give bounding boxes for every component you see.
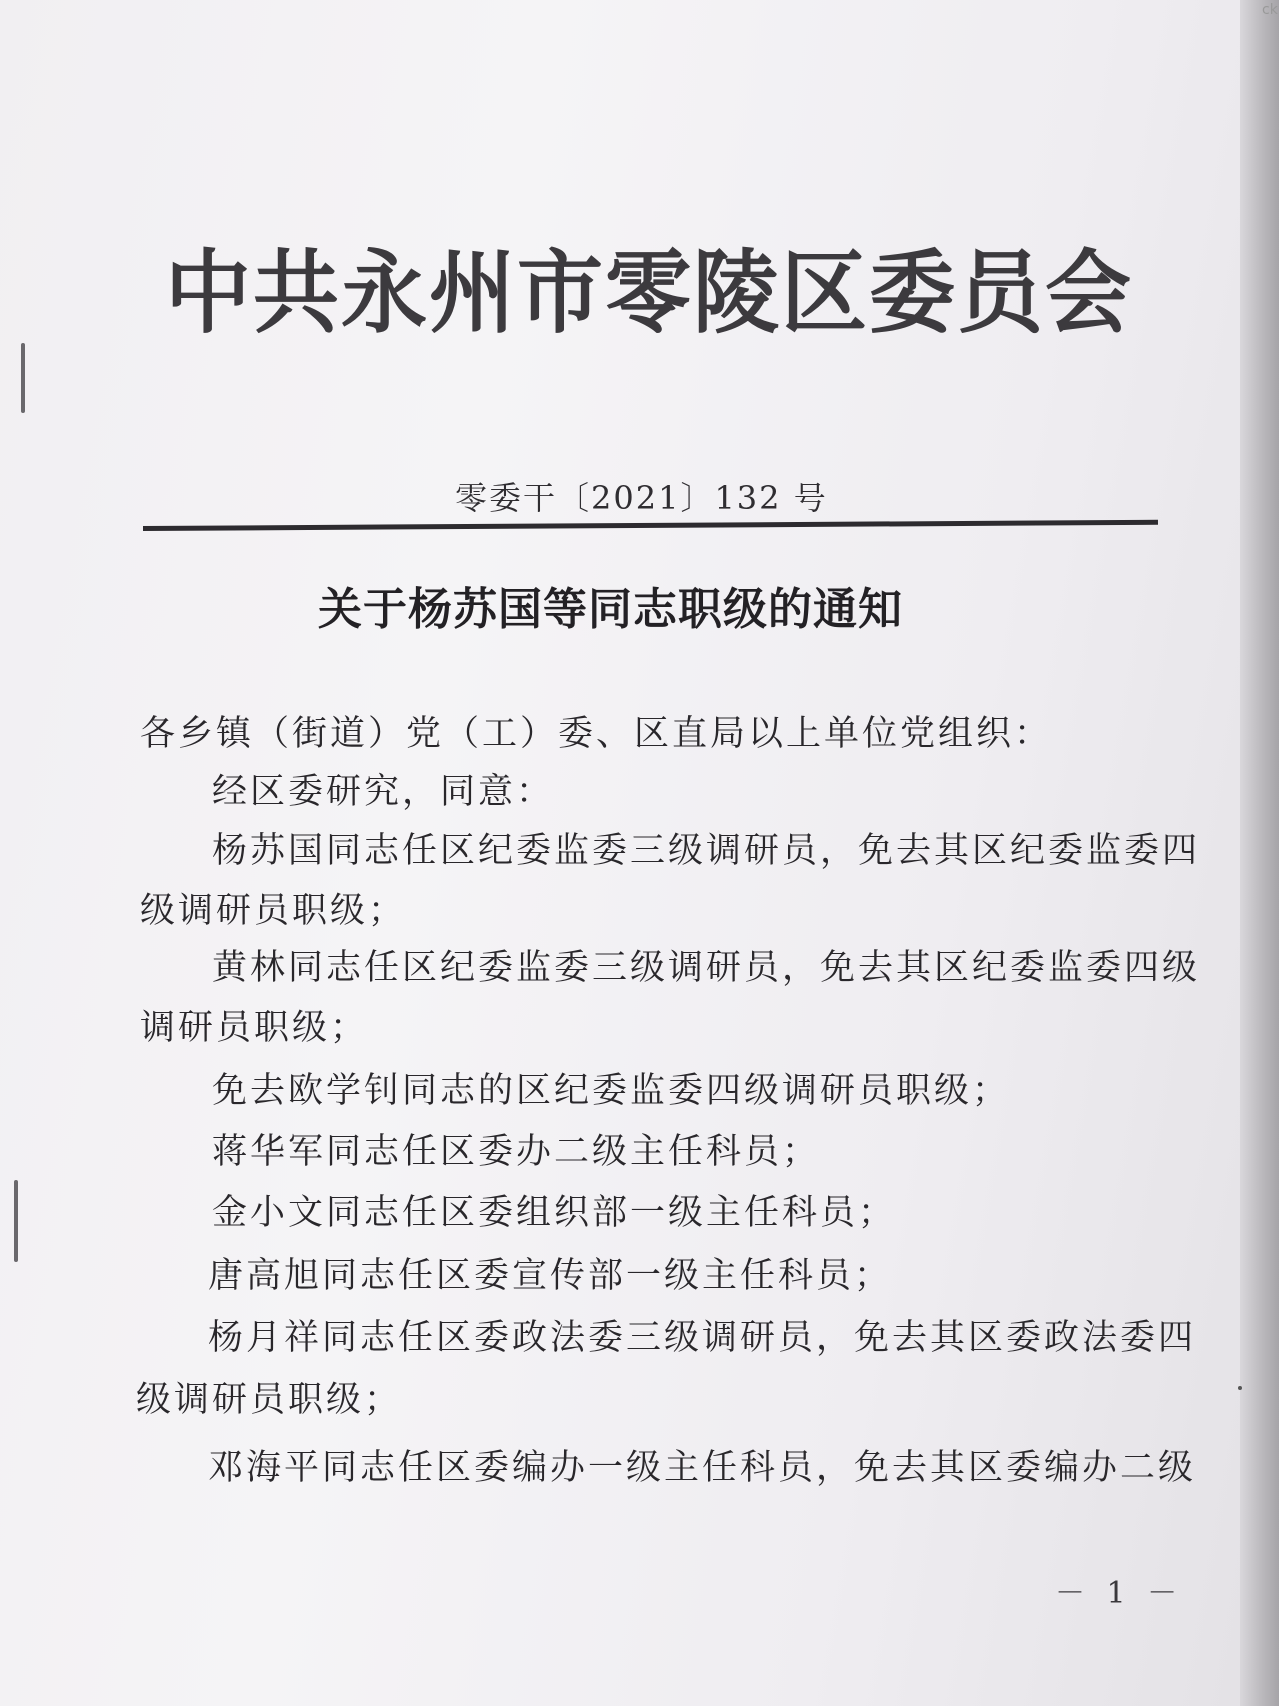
body-paragraph-line: 经区委研究，同意： (212, 772, 555, 812)
document-number: 零委干〔2021〕132 号 (455, 479, 828, 517)
corner-mark: ck (1262, 2, 1278, 18)
issuer-header: 中共永州市零陵区委员会 (165, 239, 1133, 346)
body-paragraph-line: 唐高旭同志任区委宣传部一级主任科员； (208, 1256, 893, 1296)
body-paragraph-line: 级调研员职级； (136, 1380, 403, 1420)
body-paragraph-line: 黄林同志任区纪委监委三级调研员，免去其区纪委监委四级 (212, 948, 1201, 988)
body-paragraph-line: 杨苏国同志任区纪委监委三级调研员，免去其区纪委监委四 (212, 831, 1201, 871)
body-paragraph-line: 蒋华军同志任区委办二级主任科员； (212, 1132, 821, 1172)
binding-hole-mark-top (21, 343, 25, 413)
body-paragraph-line: 调研员职级； (140, 1008, 369, 1048)
notice-title: 关于杨苏国等同志职级的通知 (318, 584, 903, 635)
body-paragraph-line: 杨月祥同志任区委政法委三级调研员，免去其区委政法委四 (208, 1318, 1197, 1358)
binding-hole-mark-bottom (14, 1180, 18, 1262)
addressee-line: 各乡镇（街道）党（工）委、区直局以上单位党组织： (140, 714, 1053, 754)
body-paragraph-line: 金小文同志任区委组织部一级主任科员； (212, 1193, 897, 1233)
page-number: － 1 － (1055, 1576, 1184, 1611)
header-divider-line (143, 520, 1158, 531)
paper-speck (1238, 1386, 1242, 1390)
body-paragraph-line: 免去欧学钊同志的区纪委监委四级调研员职级； (212, 1071, 1011, 1111)
body-paragraph-line: 级调研员职级； (140, 891, 407, 931)
body-paragraph-line: 邓海平同志任区委编办一级主任科员，免去其区委编办二级 (208, 1448, 1197, 1488)
page-shadow-edge (1240, 0, 1279, 1706)
